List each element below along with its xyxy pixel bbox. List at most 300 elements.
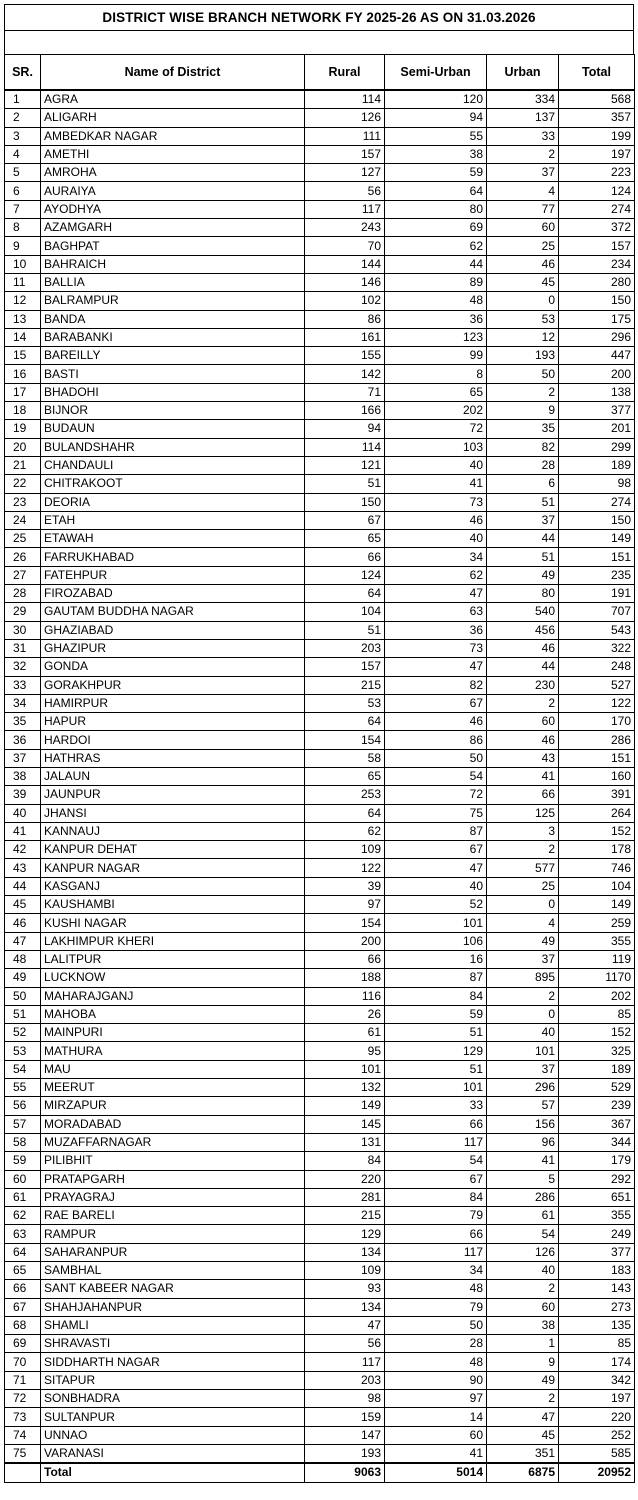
district-cell: AZAMGARH — [41, 219, 305, 237]
semi-urban-cell: 101 — [385, 1079, 487, 1097]
urban-cell: 125 — [487, 804, 559, 822]
total-cell: 529 — [559, 1079, 635, 1097]
sr-cell: 46 — [5, 914, 41, 932]
rural-cell: 97 — [305, 896, 385, 914]
district-cell: AMBEDKAR NAGAR — [41, 127, 305, 145]
rural-cell: 93 — [305, 1280, 385, 1298]
total-cell: 585 — [559, 1444, 635, 1463]
semi-urban-cell: 66 — [385, 1115, 487, 1133]
semi-urban-cell: 65 — [385, 383, 487, 401]
table-row — [5, 310, 635, 328]
table-row — [5, 1207, 635, 1225]
sr-cell: 25 — [5, 530, 41, 548]
district-cell: PRATAPGARH — [41, 1170, 305, 1188]
semi-urban-cell: 38 — [385, 145, 487, 163]
district-cell: SHAHJAHANPUR — [41, 1298, 305, 1316]
sr-cell: 59 — [5, 1152, 41, 1170]
table-row — [5, 676, 635, 694]
table-row — [5, 1079, 635, 1097]
sr-cell: 63 — [5, 1225, 41, 1243]
sr-cell: 38 — [5, 767, 41, 785]
table-row — [5, 877, 635, 895]
semi-urban-cell: 51 — [385, 1060, 487, 1078]
urban-cell: 38 — [487, 1316, 559, 1334]
urban-cell: 25 — [487, 237, 559, 255]
table-row — [5, 530, 635, 548]
semi-urban-cell: 34 — [385, 1262, 487, 1280]
rural-cell: 155 — [305, 347, 385, 365]
semi-urban-cell: 86 — [385, 731, 487, 749]
district-cell: LALITPUR — [41, 950, 305, 968]
table-row — [5, 219, 635, 237]
district-cell: AYODHYA — [41, 200, 305, 218]
semi-urban-cell: 103 — [385, 438, 487, 456]
header-row — [5, 55, 635, 91]
table-row — [5, 1444, 635, 1463]
rural-cell: 193 — [305, 1444, 385, 1463]
sr-cell: 55 — [5, 1079, 41, 1097]
total-cell: 151 — [559, 749, 635, 767]
sr-cell: 30 — [5, 621, 41, 639]
rural-cell: 61 — [305, 1024, 385, 1042]
urban-cell: 12 — [487, 328, 559, 346]
sr-cell: 54 — [5, 1060, 41, 1078]
urban-cell: 82 — [487, 438, 559, 456]
urban-cell: 44 — [487, 530, 559, 548]
semi-urban-cell: 73 — [385, 493, 487, 511]
total-cell: 160 — [559, 767, 635, 785]
semi-urban-cell: 62 — [385, 566, 487, 584]
total-cell: 377 — [559, 402, 635, 420]
urban-cell: 66 — [487, 786, 559, 804]
district-cell: MAHOBA — [41, 1005, 305, 1023]
total-sr-cell — [5, 1463, 41, 1482]
rural-cell: 215 — [305, 676, 385, 694]
semi-urban-cell: 66 — [385, 1225, 487, 1243]
district-cell: RAE BARELI — [41, 1207, 305, 1225]
urban-cell: 2 — [487, 383, 559, 401]
table-row — [5, 1152, 635, 1170]
district-cell: MIRZAPUR — [41, 1097, 305, 1115]
semi-urban-cell: 50 — [385, 749, 487, 767]
total-cell: 292 — [559, 1170, 635, 1188]
total-cell: 104 — [559, 877, 635, 895]
urban-cell: 51 — [487, 548, 559, 566]
total-cell: 150 — [559, 292, 635, 310]
rural-cell: 102 — [305, 292, 385, 310]
table-row — [5, 639, 635, 657]
urban-cell: 46 — [487, 639, 559, 657]
total-cell: 85 — [559, 1335, 635, 1353]
rural-cell: 145 — [305, 1115, 385, 1133]
sr-cell: 18 — [5, 402, 41, 420]
table-row — [5, 804, 635, 822]
table-row — [5, 456, 635, 474]
sr-cell: 73 — [5, 1408, 41, 1426]
table-row — [5, 548, 635, 566]
header-rural: Rural — [305, 55, 385, 91]
total-total: 20952 — [559, 1463, 635, 1482]
rural-cell: 64 — [305, 713, 385, 731]
table-row — [5, 292, 635, 310]
district-cell: GORAKHPUR — [41, 676, 305, 694]
rural-cell: 114 — [305, 438, 385, 456]
urban-cell: 25 — [487, 877, 559, 895]
district-cell: GAUTAM BUDDHA NAGAR — [41, 603, 305, 621]
table-row — [5, 493, 635, 511]
table-row — [5, 1060, 635, 1078]
district-cell: SIDDHARTH NAGAR — [41, 1353, 305, 1371]
district-cell: HAPUR — [41, 713, 305, 731]
rural-cell: 129 — [305, 1225, 385, 1243]
rural-cell: 109 — [305, 841, 385, 859]
total-cell: 151 — [559, 548, 635, 566]
district-cell: KASGANJ — [41, 877, 305, 895]
sr-cell: 7 — [5, 200, 41, 218]
table-row — [5, 383, 635, 401]
total-cell: 157 — [559, 237, 635, 255]
table-row — [5, 731, 635, 749]
table-row — [5, 841, 635, 859]
sr-cell: 29 — [5, 603, 41, 621]
rural-cell: 154 — [305, 731, 385, 749]
district-cell: JAUNPUR — [41, 786, 305, 804]
total-cell: 746 — [559, 859, 635, 877]
urban-cell: 895 — [487, 969, 559, 987]
semi-urban-cell: 8 — [385, 365, 487, 383]
semi-urban-cell: 41 — [385, 475, 487, 493]
semi-urban-cell: 46 — [385, 713, 487, 731]
district-cell: SHRAVASTI — [41, 1335, 305, 1353]
district-cell: VARANASI — [41, 1444, 305, 1463]
urban-cell: 2 — [487, 841, 559, 859]
rural-cell: 166 — [305, 402, 385, 420]
urban-cell: 4 — [487, 182, 559, 200]
table-row — [5, 127, 635, 145]
urban-cell: 80 — [487, 585, 559, 603]
urban-cell: 2 — [487, 694, 559, 712]
table-row — [5, 914, 635, 932]
total-cell: 1170 — [559, 969, 635, 987]
header-total: Total — [559, 55, 635, 91]
urban-cell: 40 — [487, 1262, 559, 1280]
district-cell: ETAWAH — [41, 530, 305, 548]
rural-cell: 150 — [305, 493, 385, 511]
sr-cell: 10 — [5, 255, 41, 273]
total-cell: 325 — [559, 1042, 635, 1060]
district-cell: BAREILLY — [41, 347, 305, 365]
table-row — [5, 658, 635, 676]
semi-urban-cell: 89 — [385, 273, 487, 291]
table-row — [5, 90, 635, 109]
district-cell: ALIGARH — [41, 109, 305, 127]
total-cell: 178 — [559, 841, 635, 859]
sr-cell: 16 — [5, 365, 41, 383]
district-cell: MEERUT — [41, 1079, 305, 1097]
sr-cell: 57 — [5, 1115, 41, 1133]
total-cell: 357 — [559, 109, 635, 127]
total-cell: 152 — [559, 822, 635, 840]
district-cell: BULANDSHAHR — [41, 438, 305, 456]
sr-cell: 37 — [5, 749, 41, 767]
sr-cell: 72 — [5, 1390, 41, 1408]
total-cell: 264 — [559, 804, 635, 822]
semi-urban-cell: 47 — [385, 859, 487, 877]
sr-cell: 44 — [5, 877, 41, 895]
semi-urban-cell: 62 — [385, 237, 487, 255]
sr-cell: 31 — [5, 639, 41, 657]
semi-urban-cell: 41 — [385, 1444, 487, 1463]
semi-urban-cell: 64 — [385, 182, 487, 200]
table-row — [5, 164, 635, 182]
rural-cell: 243 — [305, 219, 385, 237]
total-cell: 273 — [559, 1298, 635, 1316]
urban-cell: 37 — [487, 164, 559, 182]
district-cell: KAUSHAMBI — [41, 896, 305, 914]
rural-cell: 215 — [305, 1207, 385, 1225]
urban-cell: 49 — [487, 566, 559, 584]
district-cell: FARRUKHABAD — [41, 548, 305, 566]
total-label: Total — [41, 1463, 305, 1482]
table-row — [5, 603, 635, 621]
semi-urban-cell: 54 — [385, 767, 487, 785]
semi-urban-cell: 40 — [385, 530, 487, 548]
sr-cell: 43 — [5, 859, 41, 877]
total-cell: 85 — [559, 1005, 635, 1023]
district-cell: BIJNOR — [41, 402, 305, 420]
urban-cell: 53 — [487, 310, 559, 328]
semi-urban-cell: 48 — [385, 1280, 487, 1298]
district-cell: JHANSI — [41, 804, 305, 822]
district-cell: BAHRAICH — [41, 255, 305, 273]
table-row — [5, 1426, 635, 1444]
table-row — [5, 1316, 635, 1334]
semi-urban-cell: 123 — [385, 328, 487, 346]
urban-cell: 43 — [487, 749, 559, 767]
urban-cell: 54 — [487, 1225, 559, 1243]
table-row — [5, 200, 635, 218]
rural-cell: 47 — [305, 1316, 385, 1334]
total-cell: 259 — [559, 914, 635, 932]
semi-urban-cell: 48 — [385, 292, 487, 310]
sr-cell: 21 — [5, 456, 41, 474]
table-row — [5, 694, 635, 712]
total-cell: 98 — [559, 475, 635, 493]
rural-cell: 98 — [305, 1390, 385, 1408]
total-cell: 223 — [559, 164, 635, 182]
table-row — [5, 1188, 635, 1206]
urban-cell: 2 — [487, 145, 559, 163]
total-cell: 234 — [559, 255, 635, 273]
rural-cell: 149 — [305, 1097, 385, 1115]
semi-urban-cell: 52 — [385, 896, 487, 914]
sr-cell: 41 — [5, 822, 41, 840]
total-cell: 707 — [559, 603, 635, 621]
district-cell: KUSHI NAGAR — [41, 914, 305, 932]
district-cell: SAHARANPUR — [41, 1243, 305, 1261]
total-cell: 543 — [559, 621, 635, 639]
sr-cell: 27 — [5, 566, 41, 584]
district-cell: BASTI — [41, 365, 305, 383]
semi-urban-cell: 47 — [385, 658, 487, 676]
sr-cell: 22 — [5, 475, 41, 493]
semi-urban-cell: 34 — [385, 548, 487, 566]
rural-cell: 127 — [305, 164, 385, 182]
total-cell: 150 — [559, 511, 635, 529]
table-row — [5, 328, 635, 346]
rural-cell: 51 — [305, 621, 385, 639]
sr-cell: 8 — [5, 219, 41, 237]
rural-cell: 154 — [305, 914, 385, 932]
rural-cell: 134 — [305, 1243, 385, 1261]
urban-cell: 49 — [487, 1371, 559, 1389]
urban-cell: 35 — [487, 420, 559, 438]
total-cell: 152 — [559, 1024, 635, 1042]
district-cell: CHANDAULI — [41, 456, 305, 474]
urban-cell: 540 — [487, 603, 559, 621]
semi-urban-cell: 47 — [385, 585, 487, 603]
district-cell: GONDA — [41, 658, 305, 676]
sr-cell: 23 — [5, 493, 41, 511]
semi-urban-cell: 75 — [385, 804, 487, 822]
urban-cell: 37 — [487, 950, 559, 968]
table-row — [5, 566, 635, 584]
urban-cell: 45 — [487, 273, 559, 291]
table-row — [5, 1353, 635, 1371]
table-row — [5, 1115, 635, 1133]
district-cell: SULTANPUR — [41, 1408, 305, 1426]
semi-urban-cell: 67 — [385, 1170, 487, 1188]
rural-cell: 253 — [305, 786, 385, 804]
sr-cell: 42 — [5, 841, 41, 859]
rural-cell: 62 — [305, 822, 385, 840]
urban-cell: 45 — [487, 1426, 559, 1444]
district-cell: HAMIRPUR — [41, 694, 305, 712]
semi-urban-cell: 44 — [385, 255, 487, 273]
rural-cell: 109 — [305, 1262, 385, 1280]
semi-urban-cell: 84 — [385, 987, 487, 1005]
rural-cell: 86 — [305, 310, 385, 328]
semi-urban-cell: 67 — [385, 841, 487, 859]
total-cell: 197 — [559, 1390, 635, 1408]
table-row — [5, 767, 635, 785]
total-cell: 651 — [559, 1188, 635, 1206]
urban-cell: 296 — [487, 1079, 559, 1097]
rural-cell: 203 — [305, 639, 385, 657]
sr-cell: 9 — [5, 237, 41, 255]
district-cell: MAU — [41, 1060, 305, 1078]
total-urban: 6875 — [487, 1463, 559, 1482]
district-cell: AMETHI — [41, 145, 305, 163]
rural-cell: 114 — [305, 90, 385, 109]
district-cell: RAMPUR — [41, 1225, 305, 1243]
rural-cell: 220 — [305, 1170, 385, 1188]
rural-cell: 101 — [305, 1060, 385, 1078]
sr-cell: 71 — [5, 1371, 41, 1389]
rural-cell: 56 — [305, 182, 385, 200]
table-row — [5, 475, 635, 493]
table-row — [5, 1371, 635, 1389]
rural-cell: 157 — [305, 658, 385, 676]
total-cell: 342 — [559, 1371, 635, 1389]
table-row — [5, 1097, 635, 1115]
sr-cell: 20 — [5, 438, 41, 456]
sr-cell: 64 — [5, 1243, 41, 1261]
sr-cell: 67 — [5, 1298, 41, 1316]
table-row — [5, 1408, 635, 1426]
rural-cell: 188 — [305, 969, 385, 987]
rural-cell: 146 — [305, 273, 385, 291]
header-urban: Urban — [487, 55, 559, 91]
rural-cell: 104 — [305, 603, 385, 621]
rural-cell: 26 — [305, 1005, 385, 1023]
total-cell: 568 — [559, 90, 635, 109]
semi-urban-cell: 99 — [385, 347, 487, 365]
sr-cell: 62 — [5, 1207, 41, 1225]
table-row — [5, 1298, 635, 1316]
rural-cell: 144 — [305, 255, 385, 273]
semi-urban-cell: 54 — [385, 1152, 487, 1170]
urban-cell: 334 — [487, 90, 559, 109]
table-row — [5, 365, 635, 383]
urban-cell: 46 — [487, 731, 559, 749]
total-cell: 191 — [559, 585, 635, 603]
rural-cell: 134 — [305, 1298, 385, 1316]
sr-cell: 13 — [5, 310, 41, 328]
semi-urban-cell: 129 — [385, 1042, 487, 1060]
rural-cell: 142 — [305, 365, 385, 383]
rural-cell: 53 — [305, 694, 385, 712]
total-cell: 280 — [559, 273, 635, 291]
sr-cell: 68 — [5, 1316, 41, 1334]
urban-cell: 351 — [487, 1444, 559, 1463]
sr-cell: 70 — [5, 1353, 41, 1371]
total-cell: 447 — [559, 347, 635, 365]
sr-cell: 50 — [5, 987, 41, 1005]
rural-cell: 66 — [305, 950, 385, 968]
semi-urban-cell: 73 — [385, 639, 487, 657]
rural-cell: 124 — [305, 566, 385, 584]
table-row — [5, 273, 635, 291]
sr-cell: 40 — [5, 804, 41, 822]
urban-cell: 1 — [487, 1335, 559, 1353]
semi-urban-cell: 67 — [385, 694, 487, 712]
semi-urban-cell: 48 — [385, 1353, 487, 1371]
sr-cell: 51 — [5, 1005, 41, 1023]
sr-cell: 66 — [5, 1280, 41, 1298]
district-cell: MAHARAJGANJ — [41, 987, 305, 1005]
district-cell: KANPUR NAGAR — [41, 859, 305, 877]
district-cell: BALLIA — [41, 273, 305, 291]
total-cell: 189 — [559, 1060, 635, 1078]
district-cell: BAGHPAT — [41, 237, 305, 255]
urban-cell: 50 — [487, 365, 559, 383]
header-semi-urban: Semi-Urban — [385, 55, 487, 91]
district-cell: SITAPUR — [41, 1371, 305, 1389]
rural-cell: 157 — [305, 145, 385, 163]
urban-cell: 61 — [487, 1207, 559, 1225]
rural-cell: 131 — [305, 1133, 385, 1151]
sr-cell: 49 — [5, 969, 41, 987]
urban-cell: 137 — [487, 109, 559, 127]
semi-urban-cell: 101 — [385, 914, 487, 932]
total-semi-urban: 5014 — [385, 1463, 487, 1482]
total-cell: 174 — [559, 1353, 635, 1371]
total-cell: 355 — [559, 932, 635, 950]
urban-cell: 0 — [487, 292, 559, 310]
sr-cell: 14 — [5, 328, 41, 346]
total-cell: 189 — [559, 456, 635, 474]
